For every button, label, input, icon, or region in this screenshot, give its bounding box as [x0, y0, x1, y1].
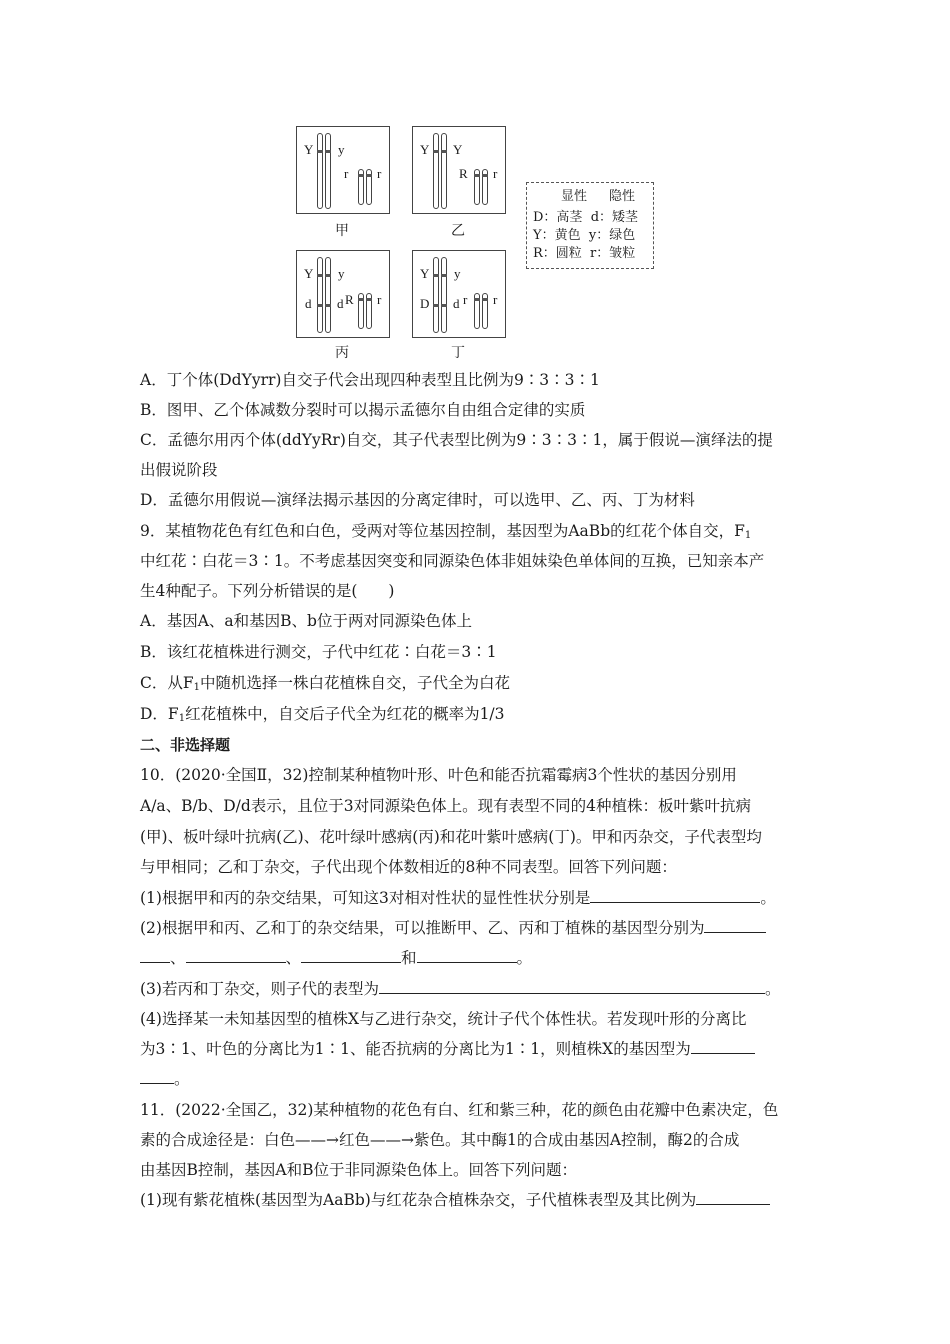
chromosome — [358, 293, 364, 329]
q10-part2-text: (2)根据甲和丙、乙和丁的杂交结果，可以推断甲、乙、丙和丁植株的基因型分别为 — [140, 919, 705, 937]
q8-option-d: D．孟德尔用假说—演绎法揭示基因的分离定律时，可以选甲、乙、丙、丁为材料 — [140, 491, 695, 509]
subscript: 1 — [178, 713, 186, 724]
gene-label: r — [377, 166, 382, 181]
chromosome — [474, 169, 480, 205]
q9-option-d-pre: D．F — [140, 705, 179, 723]
cell-yi — [412, 126, 506, 214]
cell-label-ding: 丁 — [451, 345, 465, 361]
legend-row: Y：黄色 y：绿色 — [533, 228, 636, 243]
gene-label: D — [420, 296, 430, 311]
chromosome — [358, 169, 364, 205]
gene-label: Y — [453, 142, 463, 157]
q8-option-c-line2: 出假说阶段 — [140, 461, 218, 479]
q9-option-c — [140, 673, 510, 698]
q9-stem-line1 — [140, 521, 751, 546]
chromosome — [482, 293, 488, 329]
q10-part4-line3 — [140, 1069, 190, 1089]
q11-stem-line1: 11．(2022·全国乙，32)某种植物的花色有白、红和紫三种，花的颜色由花瓣中色素决定，色 — [140, 1101, 779, 1119]
punct: 。 — [760, 889, 776, 907]
subscript: 1 — [744, 530, 752, 541]
q10-part1 — [140, 888, 776, 908]
gene-label: d — [453, 296, 460, 311]
gene-label: Y — [420, 266, 430, 281]
legend-row: D：高茎 d：矮茎 — [533, 210, 639, 225]
q11-stem-line3: 由基因B控制，基因A和B位于非同源染色体上。回答下列问题： — [140, 1161, 577, 1179]
chromosome — [474, 293, 480, 329]
conjunction: 和 — [401, 949, 417, 967]
figure-legend — [526, 182, 654, 269]
chromosome — [433, 257, 439, 333]
chromosome — [325, 133, 331, 209]
gene-label: d — [337, 296, 344, 311]
q10-part4-line1: (4)选择某一未知基因型的植株X与乙进行杂交，统计子代个体性状。若发现叶形的分离比 — [140, 1010, 747, 1028]
punct: 。 — [174, 1070, 190, 1088]
gene-label: R — [345, 292, 354, 307]
cell-label-jia: 甲 — [335, 223, 349, 239]
q10-stem-line3: (甲)、板叶绿叶抗病(乙)、花叶绿叶感病(丙)和花叶紫叶感病(丁)。甲和丙杂交，子代表型均 — [140, 828, 762, 846]
q8-option-a: A．丁个体(DdYyrr)自交子代会出现四种表型且比例为9∶3∶3∶1 — [140, 371, 600, 389]
q10-part4-line2 — [140, 1039, 755, 1059]
q9-option-d — [140, 704, 505, 729]
q10-part3-text: (3)若丙和丁杂交，则子代的表型为 — [140, 980, 379, 998]
answer-blank[interactable] — [140, 1069, 174, 1084]
chromosome — [366, 169, 372, 205]
q10-stem-line4: 与甲相同；乙和丁杂交，子代出现个体数相近的8种不同表型。回答下列问题： — [140, 858, 677, 876]
q9-option-a: A．基因A、a和基因B、b位于两对同源染色体上 — [140, 612, 472, 630]
answer-blank[interactable] — [301, 948, 401, 963]
punct: 、 — [170, 949, 186, 967]
q11-stem-line2: 素的合成途径是：白色——→红色——→紫色。其中酶1的合成由基因A控制，酶2的合成 — [140, 1131, 740, 1149]
q9-option-d-post: 红花植株中，自交后子代全为红花的概率为1/3 — [185, 705, 505, 723]
gene-label: r — [463, 292, 468, 307]
chromosome — [433, 133, 439, 209]
gene-label: r — [493, 166, 498, 181]
section-heading: 二、非选择题 — [140, 736, 231, 754]
answer-blank[interactable] — [590, 888, 760, 903]
answer-blank[interactable] — [696, 1190, 770, 1205]
gene-label: r — [377, 292, 382, 307]
gene-label: r — [493, 292, 498, 307]
chromosome — [317, 257, 323, 333]
answer-blank[interactable] — [186, 948, 286, 963]
q9-option-c-pre: C．从F — [140, 674, 194, 692]
q8-option-b: B．图甲、乙个体减数分裂时可以揭示孟德尔自由组合定律的实质 — [140, 401, 586, 419]
punct: 。 — [764, 980, 781, 998]
legend-header-recessive: 隐性 — [609, 189, 636, 204]
answer-blank[interactable] — [379, 979, 765, 994]
answer-blank[interactable] — [140, 948, 170, 963]
q10-part2-cont — [140, 948, 532, 968]
answer-blank[interactable] — [417, 948, 517, 963]
q11-part1-text: (1)现有紫花植株(基因型为AaBb)与红花杂合植株杂交，子代植株表型及其比例为 — [140, 1191, 697, 1209]
cell-label-yi: 乙 — [451, 223, 465, 239]
cell-ding — [412, 250, 506, 338]
answer-blank[interactable] — [691, 1039, 755, 1054]
q10-part1-text: (1)根据甲和丙的杂交结果，可知这3对相对性状的显性性状分别是 — [140, 889, 591, 907]
cell-jia — [296, 126, 390, 214]
q9-stem-line2: 中红花∶白花＝3∶1。不考虑基因突变和同源染色体非姐妹染色单体间的互换，已知亲本产 — [140, 552, 765, 570]
chromosome — [325, 257, 331, 333]
answer-blank[interactable] — [704, 918, 766, 933]
q10-part2 — [140, 918, 766, 938]
q10-part3 — [140, 979, 780, 999]
chromosome — [482, 169, 488, 205]
cell-label-bing: 丙 — [335, 345, 349, 361]
punct: 、 — [285, 949, 302, 967]
gene-label: y — [338, 142, 345, 157]
chromosome — [366, 293, 372, 329]
gene-label: Y — [304, 266, 314, 281]
q10-stem-line1: 10．(2020·全国Ⅱ，32)控制某种植物叶形、叶色和能否抗霜霉病3个性状的基因分别用 — [140, 766, 737, 784]
q9-option-b: B．该红花植株进行测交，子代中红花∶白花＝3∶1 — [140, 643, 497, 661]
legend-row: R：圆粒 r：皱粒 — [533, 246, 636, 261]
q11-part1 — [140, 1190, 770, 1210]
q9-stem-line3: 生4种配子。下列分析错误的是( ) — [140, 582, 395, 600]
chromosome — [441, 133, 447, 209]
gene-label: Y — [420, 142, 430, 157]
punct: 。 — [516, 949, 533, 967]
cell-bing — [296, 250, 390, 338]
gene-label: d — [305, 296, 312, 311]
gene-label: r — [344, 166, 349, 181]
gene-label: y — [338, 266, 345, 281]
q8-option-c-line1: C．孟德尔用丙个体(ddYyRr)自交，其子代表型比例为9∶3∶3∶1，属于假说—演绎法的提 — [140, 431, 773, 449]
chromosome — [317, 133, 323, 209]
gene-label: y — [454, 266, 461, 281]
q10-stem-line2: A/a、B/b、D/d表示，且位于3对同源染色体上。现有表型不同的4种植株：板叶紫叶抗病 — [140, 797, 751, 815]
subscript: 1 — [193, 682, 200, 693]
gene-label: R — [459, 166, 468, 181]
gene-label: Y — [304, 142, 314, 157]
legend-header-dominant: 显性 — [561, 189, 588, 204]
chromosome — [441, 257, 447, 333]
q9-stem-text: 9．某植物花色有红色和白色，受两对等位基因控制，基因型为AaBb的红花个体自交，F — [140, 522, 745, 540]
q9-option-c-post: 中随机选择一株白花植株自交，子代全为白花 — [200, 674, 511, 692]
q10-part4-text: 为3∶1、叶色的分离比为1∶1、能否抗病的分离比为1∶1，则植株X的基因型为 — [140, 1040, 691, 1058]
